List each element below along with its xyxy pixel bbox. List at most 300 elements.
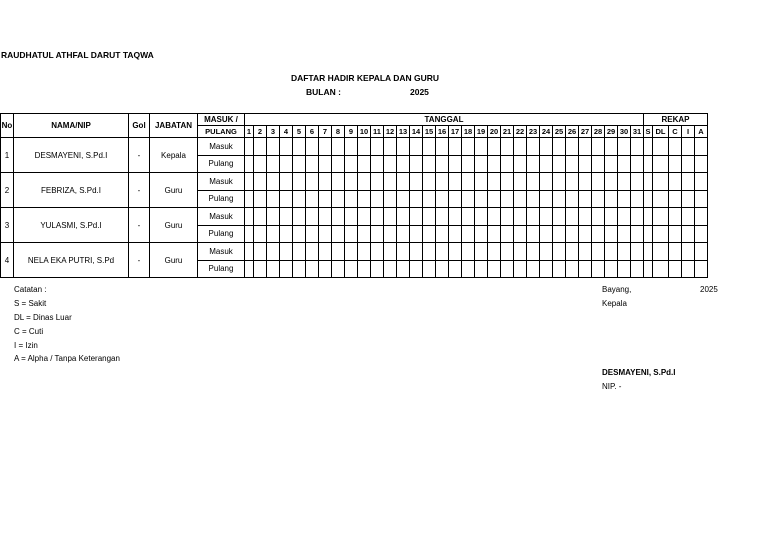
attendance-cell: [345, 138, 358, 156]
attendance-cell: [644, 243, 653, 261]
row-no: 4: [1, 243, 14, 278]
header-masuk-pulang-2: PULANG: [198, 126, 245, 138]
attendance-cell: [527, 243, 540, 261]
attendance-cell: [371, 260, 384, 278]
attendance-cell: [540, 173, 553, 191]
note-item: I = Izin: [14, 341, 38, 350]
attendance-cell: [488, 243, 501, 261]
attendance-cell: [410, 155, 423, 173]
attendance-cell: [462, 208, 475, 226]
attendance-cell: [254, 190, 267, 208]
attendance-cell: [475, 260, 488, 278]
attendance-cell: [631, 208, 644, 226]
rekap-header: C: [669, 126, 682, 138]
notes-header: Catatan :: [14, 285, 47, 294]
row-pulang: Pulang: [198, 260, 245, 278]
attendance-cell: [618, 138, 631, 156]
day-header: 22: [514, 126, 527, 138]
attendance-cell: [695, 225, 708, 243]
attendance-cell: [449, 155, 462, 173]
attendance-cell: [358, 173, 371, 191]
attendance-cell: [267, 138, 280, 156]
attendance-cell: [618, 260, 631, 278]
attendance-cell: [527, 225, 540, 243]
day-header: 16: [436, 126, 449, 138]
attendance-cell: [488, 155, 501, 173]
attendance-cell: [669, 173, 682, 191]
attendance-cell: [605, 155, 618, 173]
attendance-cell: [553, 155, 566, 173]
attendance-cell: [358, 138, 371, 156]
attendance-cell: [345, 208, 358, 226]
attendance-cell: [540, 155, 553, 173]
attendance-cell: [592, 225, 605, 243]
attendance-cell: [631, 243, 644, 261]
attendance-cell: [462, 155, 475, 173]
attendance-cell: [371, 208, 384, 226]
attendance-cell: [644, 155, 653, 173]
row-nama: FEBRIZA, S.Pd.I: [14, 173, 129, 208]
attendance-cell: [669, 243, 682, 261]
row-gol: -: [129, 138, 150, 173]
header-row: [1, 114, 708, 126]
table-row: [1, 173, 708, 191]
attendance-cell: [653, 190, 669, 208]
attendance-cell: [501, 138, 514, 156]
attendance-cell: [605, 190, 618, 208]
attendance-cell: [566, 260, 579, 278]
attendance-cell: [566, 190, 579, 208]
attendance-cell: [397, 208, 410, 226]
attendance-cell: [245, 138, 254, 156]
attendance-cell: [553, 260, 566, 278]
attendance-cell: [653, 208, 669, 226]
attendance-cell: [553, 190, 566, 208]
attendance-cell: [501, 243, 514, 261]
day-header: 25: [553, 126, 566, 138]
attendance-cell: [332, 173, 345, 191]
row-masuk: Masuk: [198, 243, 245, 261]
attendance-cell: [644, 173, 653, 191]
attendance-cell: [293, 225, 306, 243]
attendance-cell: [397, 243, 410, 261]
attendance-cell: [579, 208, 592, 226]
attendance-cell: [384, 243, 397, 261]
attendance-cell: [631, 138, 644, 156]
attendance-cell: [566, 173, 579, 191]
attendance-cell: [280, 155, 293, 173]
attendance-cell: [501, 225, 514, 243]
attendance-cell: [462, 260, 475, 278]
day-header: 19: [475, 126, 488, 138]
day-header: 14: [410, 126, 423, 138]
attendance-cell: [423, 208, 436, 226]
day-header: 17: [449, 126, 462, 138]
attendance-cell: [475, 173, 488, 191]
attendance-cell: [579, 138, 592, 156]
attendance-cell: [267, 243, 280, 261]
attendance-cell: [332, 138, 345, 156]
attendance-cell: [579, 190, 592, 208]
attendance-cell: [319, 190, 332, 208]
row-no: 2: [1, 173, 14, 208]
attendance-cell: [592, 260, 605, 278]
attendance-cell: [384, 208, 397, 226]
signature-role: Kepala: [602, 299, 627, 308]
attendance-cell: [540, 243, 553, 261]
attendance-cell: [345, 260, 358, 278]
attendance-cell: [371, 138, 384, 156]
attendance-cell: [653, 243, 669, 261]
attendance-cell: [631, 225, 644, 243]
attendance-cell: [397, 173, 410, 191]
attendance-cell: [267, 260, 280, 278]
day-header: 9: [345, 126, 358, 138]
attendance-cell: [540, 225, 553, 243]
attendance-cell: [462, 138, 475, 156]
day-header: 21: [501, 126, 514, 138]
signature-name: DESMAYENI, S.Pd.I: [602, 368, 676, 377]
attendance-cell: [501, 208, 514, 226]
row-masuk: Masuk: [198, 173, 245, 191]
row-nama: DESMAYENI, S.Pd.I: [14, 138, 129, 173]
attendance-cell: [669, 138, 682, 156]
attendance-cell: [306, 243, 319, 261]
day-header: 3: [267, 126, 280, 138]
header-masuk-pulang: MASUK /: [198, 114, 245, 126]
attendance-cell: [592, 190, 605, 208]
attendance-cell: [579, 173, 592, 191]
day-header: 28: [592, 126, 605, 138]
attendance-cell: [436, 225, 449, 243]
attendance-cell: [501, 155, 514, 173]
attendance-cell: [527, 155, 540, 173]
attendance-cell: [527, 260, 540, 278]
note-item: C = Cuti: [14, 327, 44, 336]
row-jabatan: Kepala: [150, 138, 198, 173]
attendance-cell: [644, 225, 653, 243]
attendance-cell: [644, 208, 653, 226]
attendance-cell: [475, 138, 488, 156]
attendance-cell: [488, 138, 501, 156]
attendance-cell: [267, 208, 280, 226]
attendance-cell: [254, 155, 267, 173]
attendance-cell: [345, 173, 358, 191]
rekap-header: I: [682, 126, 695, 138]
attendance-cell: [293, 138, 306, 156]
attendance-cell: [695, 243, 708, 261]
attendance-cell: [293, 155, 306, 173]
day-header: 29: [605, 126, 618, 138]
attendance-cell: [695, 173, 708, 191]
attendance-cell: [695, 190, 708, 208]
rekap-header: DL: [653, 126, 669, 138]
school-name: RAUDHATUL ATHFAL DARUT TAQWA: [1, 50, 154, 60]
attendance-cell: [682, 155, 695, 173]
attendance-cell: [410, 173, 423, 191]
attendance-cell: [267, 155, 280, 173]
attendance-cell: [280, 225, 293, 243]
attendance-cell: [423, 138, 436, 156]
attendance-cell: [653, 173, 669, 191]
attendance-cell: [384, 225, 397, 243]
attendance-cell: [423, 260, 436, 278]
day-header: 5: [293, 126, 306, 138]
attendance-cell: [358, 190, 371, 208]
attendance-cell: [449, 173, 462, 191]
row-nama: NELA EKA PUTRI, S.Pd: [14, 243, 129, 278]
attendance-cell: [475, 225, 488, 243]
attendance-cell: [371, 155, 384, 173]
header-rekap: REKAP: [644, 114, 708, 126]
attendance-cell: [462, 173, 475, 191]
attendance-cell: [592, 138, 605, 156]
attendance-cell: [514, 260, 527, 278]
attendance-cell: [644, 190, 653, 208]
attendance-cell: [245, 173, 254, 191]
table-row: [1, 243, 708, 261]
attendance-cell: [319, 208, 332, 226]
attendance-cell: [540, 138, 553, 156]
attendance-cell: [332, 208, 345, 226]
table-row: [1, 208, 708, 226]
attendance-cell: [410, 225, 423, 243]
attendance-cell: [319, 155, 332, 173]
day-header: 8: [332, 126, 345, 138]
attendance-cell: [397, 260, 410, 278]
attendance-cell: [423, 243, 436, 261]
attendance-cell: [384, 155, 397, 173]
attendance-cell: [475, 190, 488, 208]
attendance-cell: [449, 243, 462, 261]
attendance-cell: [254, 173, 267, 191]
signature-year: 2025: [700, 285, 718, 294]
attendance-cell: [644, 260, 653, 278]
attendance-cell: [245, 225, 254, 243]
attendance-cell: [345, 190, 358, 208]
note-item: A = Alpha / Tanpa Keterangan: [14, 354, 120, 363]
row-jabatan: Guru: [150, 208, 198, 243]
attendance-cell: [332, 260, 345, 278]
day-header: 7: [319, 126, 332, 138]
signature-place: Bayang,: [602, 285, 632, 294]
attendance-cell: [695, 260, 708, 278]
row-gol: -: [129, 243, 150, 278]
attendance-cell: [397, 190, 410, 208]
day-header: 20: [488, 126, 501, 138]
day-header: 18: [462, 126, 475, 138]
attendance-cell: [371, 173, 384, 191]
attendance-cell: [332, 225, 345, 243]
attendance-cell: [280, 208, 293, 226]
attendance-cell: [371, 190, 384, 208]
attendance-cell: [488, 260, 501, 278]
attendance-cell: [319, 243, 332, 261]
day-header: 13: [397, 126, 410, 138]
attendance-cell: [618, 190, 631, 208]
row-pulang: Pulang: [198, 225, 245, 243]
attendance-cell: [592, 208, 605, 226]
attendance-cell: [669, 155, 682, 173]
attendance-cell: [358, 225, 371, 243]
attendance-cell: [319, 138, 332, 156]
row-gol: -: [129, 208, 150, 243]
attendance-cell: [579, 155, 592, 173]
attendance-cell: [384, 260, 397, 278]
attendance-cell: [423, 225, 436, 243]
attendance-cell: [306, 173, 319, 191]
attendance-cell: [462, 243, 475, 261]
attendance-cell: [345, 225, 358, 243]
attendance-cell: [631, 173, 644, 191]
attendance-cell: [669, 208, 682, 226]
attendance-cell: [501, 260, 514, 278]
attendance-cell: [449, 260, 462, 278]
note-item: DL = Dinas Luar: [14, 313, 72, 322]
attendance-cell: [397, 138, 410, 156]
attendance-cell: [553, 225, 566, 243]
attendance-cell: [579, 260, 592, 278]
attendance-cell: [280, 138, 293, 156]
day-header: 27: [579, 126, 592, 138]
attendance-cell: [254, 138, 267, 156]
attendance-cell: [527, 173, 540, 191]
attendance-cell: [410, 260, 423, 278]
day-header: 1: [245, 126, 254, 138]
attendance-cell: [631, 155, 644, 173]
row-pulang: Pulang: [198, 155, 245, 173]
attendance-cell: [384, 190, 397, 208]
attendance-cell: [669, 190, 682, 208]
attendance-cell: [631, 260, 644, 278]
attendance-cell: [306, 138, 319, 156]
attendance-cell: [514, 225, 527, 243]
attendance-cell: [245, 190, 254, 208]
attendance-cell: [653, 155, 669, 173]
attendance-cell: [553, 138, 566, 156]
attendance-cell: [553, 243, 566, 261]
attendance-cell: [293, 190, 306, 208]
attendance-cell: [254, 208, 267, 226]
attendance-cell: [293, 243, 306, 261]
attendance-cell: [423, 155, 436, 173]
attendance-cell: [280, 173, 293, 191]
day-header: 6: [306, 126, 319, 138]
attendance-cell: [436, 260, 449, 278]
attendance-cell: [682, 225, 695, 243]
attendance-cell: [501, 190, 514, 208]
attendance-cell: [514, 138, 527, 156]
attendance-cell: [488, 225, 501, 243]
attendance-cell: [527, 138, 540, 156]
attendance-cell: [644, 138, 653, 156]
attendance-cell: [475, 155, 488, 173]
header-gol: Gol: [129, 114, 150, 138]
attendance-cell: [410, 208, 423, 226]
attendance-cell: [245, 208, 254, 226]
attendance-table: [0, 113, 708, 278]
attendance-cell: [475, 208, 488, 226]
attendance-cell: [306, 208, 319, 226]
attendance-cell: [653, 225, 669, 243]
day-header: 10: [358, 126, 371, 138]
attendance-cell: [410, 138, 423, 156]
note-item: S = Sakit: [14, 299, 47, 308]
attendance-cell: [514, 155, 527, 173]
attendance-cell: [631, 190, 644, 208]
header-nama: NAMA/NIP: [14, 114, 129, 138]
bulan-label: BULAN :: [306, 87, 341, 97]
attendance-cell: [293, 173, 306, 191]
attendance-cell: [553, 173, 566, 191]
attendance-cell: [280, 190, 293, 208]
attendance-cell: [592, 243, 605, 261]
attendance-cell: [436, 138, 449, 156]
attendance-cell: [566, 138, 579, 156]
attendance-cell: [514, 190, 527, 208]
attendance-cell: [527, 208, 540, 226]
attendance-cell: [410, 190, 423, 208]
attendance-cell: [682, 208, 695, 226]
attendance-cell: [514, 208, 527, 226]
attendance-cell: [592, 173, 605, 191]
attendance-cell: [566, 208, 579, 226]
day-header: 31: [631, 126, 644, 138]
table-row: [1, 138, 708, 156]
attendance-cell: [462, 190, 475, 208]
attendance-cell: [540, 260, 553, 278]
attendance-cell: [514, 173, 527, 191]
attendance-cell: [306, 155, 319, 173]
attendance-cell: [618, 155, 631, 173]
header-no: No: [1, 114, 14, 138]
attendance-cell: [618, 208, 631, 226]
attendance-cell: [618, 243, 631, 261]
attendance-cell: [682, 190, 695, 208]
row-no: 1: [1, 138, 14, 173]
row-no: 3: [1, 208, 14, 243]
attendance-cell: [358, 208, 371, 226]
attendance-cell: [488, 173, 501, 191]
attendance-cell: [306, 225, 319, 243]
attendance-cell: [566, 155, 579, 173]
attendance-cell: [488, 208, 501, 226]
attendance-cell: [501, 173, 514, 191]
row-jabatan: Guru: [150, 243, 198, 278]
day-header: 30: [618, 126, 631, 138]
attendance-cell: [682, 243, 695, 261]
attendance-cell: [605, 173, 618, 191]
attendance-cell: [254, 243, 267, 261]
day-header: 26: [566, 126, 579, 138]
bulan-year: 2025: [410, 87, 429, 97]
attendance-cell: [245, 155, 254, 173]
attendance-cell: [436, 208, 449, 226]
attendance-cell: [358, 155, 371, 173]
rekap-header: A: [695, 126, 708, 138]
attendance-cell: [332, 155, 345, 173]
attendance-cell: [682, 173, 695, 191]
attendance-cell: [423, 173, 436, 191]
header-jabatan: JABATAN: [150, 114, 198, 138]
attendance-cell: [682, 260, 695, 278]
attendance-cell: [397, 155, 410, 173]
attendance-cell: [618, 225, 631, 243]
attendance-cell: [462, 225, 475, 243]
attendance-cell: [267, 225, 280, 243]
attendance-cell: [345, 243, 358, 261]
attendance-cell: [669, 225, 682, 243]
